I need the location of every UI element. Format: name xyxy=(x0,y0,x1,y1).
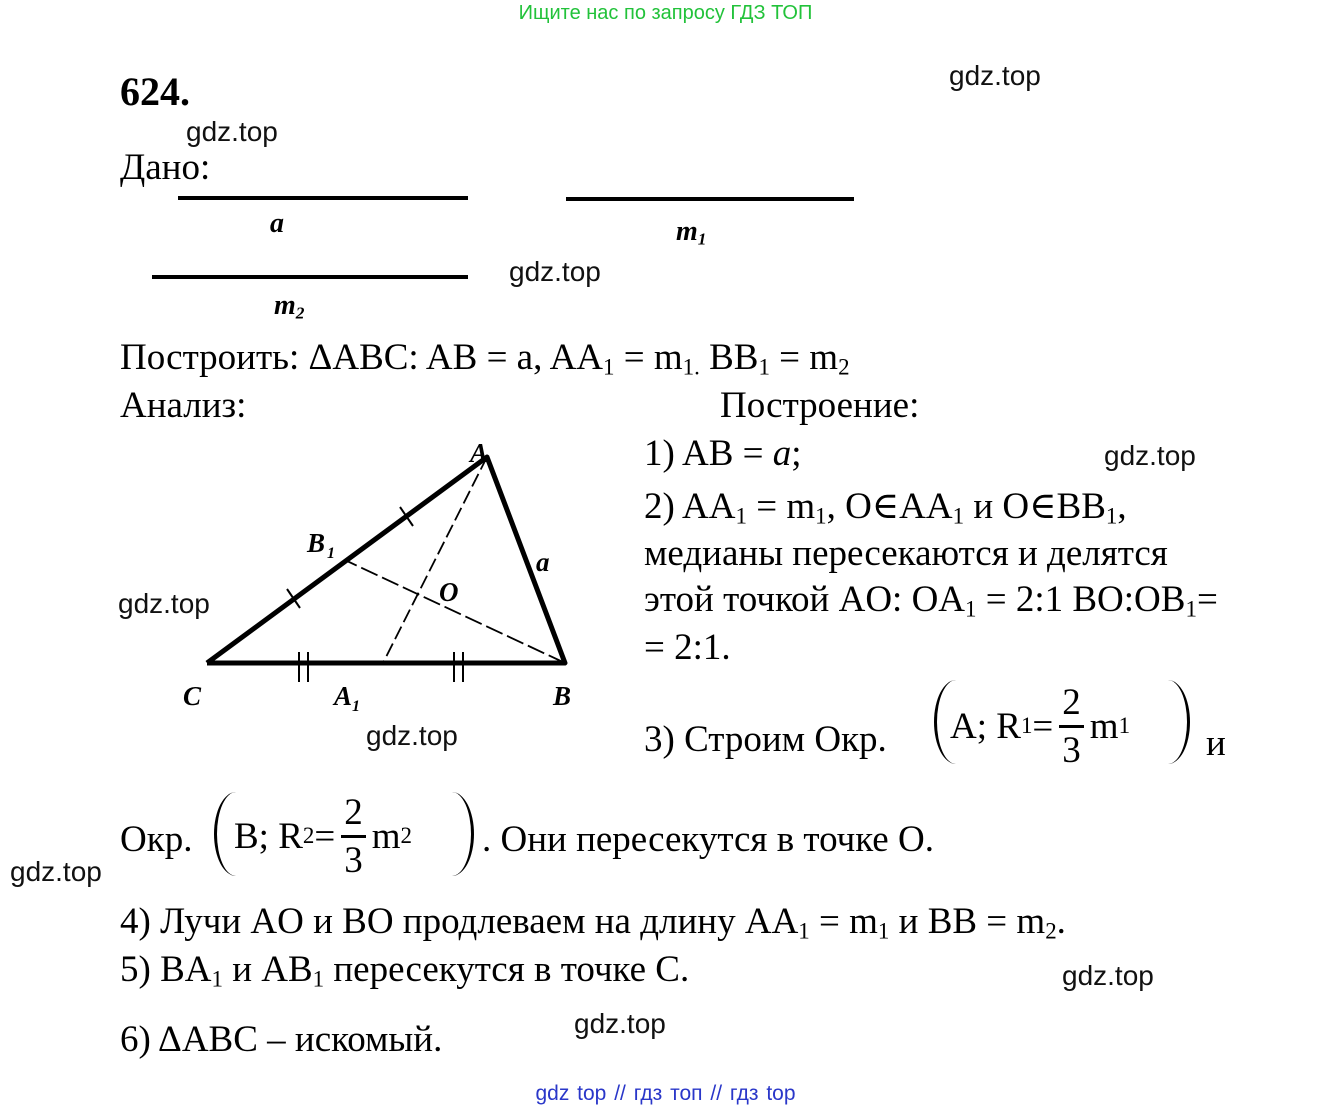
footer-links[interactable]: gdz top // гдз топ // гдз top xyxy=(535,1082,796,1105)
construction-label: Построение: xyxy=(720,385,920,426)
step-6: 6) ΔABC – искомый. xyxy=(120,1019,443,1060)
step-3-circle-definition: A; R 1 = $\frac{2}{3}$ m 1 xyxy=(950,681,1131,771)
watermark: gdz.top xyxy=(949,60,1041,91)
step-4: 4) Лучи AO и BO продлеваем на длину $AA_1 = m_1$ и BB = $m_2$. xyxy=(120,901,1066,944)
watermark: gdz.top xyxy=(509,256,601,287)
step-3-and: и xyxy=(1206,723,1226,764)
point-b1-subscript: 1 xyxy=(327,545,335,562)
vertex-a-label: A xyxy=(470,440,489,468)
step-2-line-1: 2) $AA_1 = m_1$, $O\in AA_1$ и $O\in BB_1$, xyxy=(644,486,1127,529)
step-1: 1) AB = a; xyxy=(644,433,802,474)
point-a1-subscript: 1 xyxy=(352,698,360,715)
step-3b-end: . Они пересекутся в точке O. xyxy=(482,819,934,860)
watermark: gdz.top xyxy=(118,588,210,619)
segment-a xyxy=(178,196,468,200)
watermark: gdz.top xyxy=(574,1008,666,1039)
step-2-line-2: медианы пересекаются и делятся xyxy=(644,533,1168,574)
point-a1-label: A xyxy=(334,681,353,711)
step-3b-circle-definition: B; R 2 = $\frac{2}{3}$ m 2 xyxy=(234,791,412,881)
segment-m2-label: $m_2$ xyxy=(274,290,305,323)
watermark: gdz.top xyxy=(186,116,278,147)
segment-m1-label: $m_1$ xyxy=(676,216,707,249)
top-banner[interactable]: Ищите нас по запросу ГДЗ ТОП xyxy=(518,2,813,24)
point-o-label: O xyxy=(439,577,459,607)
triangle-figure xyxy=(170,440,610,725)
step-2-line-4: = 2:1. xyxy=(644,627,731,668)
vertex-c-label: C xyxy=(183,681,202,711)
step-3-label: 3) Строим Окр. xyxy=(644,719,887,760)
step-2-line-3: этой точкой AO: $OA_1$ = 2:1 $BO:OB_1=$ xyxy=(644,579,1218,622)
problem-number: 624. xyxy=(120,69,190,114)
watermark: gdz.top xyxy=(1104,440,1196,471)
segment-m2 xyxy=(152,275,468,279)
segment-a-label: a xyxy=(270,208,284,239)
side-a-label: a xyxy=(536,547,550,577)
point-b1-label: B xyxy=(307,528,326,558)
watermark: gdz.top xyxy=(1062,960,1154,991)
watermark: gdz.top xyxy=(366,720,458,751)
watermark: gdz.top xyxy=(10,856,102,887)
step-5: 5) $BA_1$ и $AB_1$ пересекутся в точке C. xyxy=(120,949,690,992)
given-label: Дано: xyxy=(120,147,211,188)
vertex-b-label: B xyxy=(553,681,572,711)
analysis-label: Анализ: xyxy=(120,385,247,426)
fraction-two-thirds: $\frac{2}{3}$ xyxy=(1059,684,1084,769)
segment-m1 xyxy=(566,197,854,201)
fraction-two-thirds: $\frac{2}{3}$ xyxy=(341,794,366,879)
step-3b-label: Окр. xyxy=(120,819,193,860)
construct-statement: Построить: ΔABC: AB = a, $AA_1 = m_{1.}$ $BB_1 = m_2$ xyxy=(120,337,850,380)
